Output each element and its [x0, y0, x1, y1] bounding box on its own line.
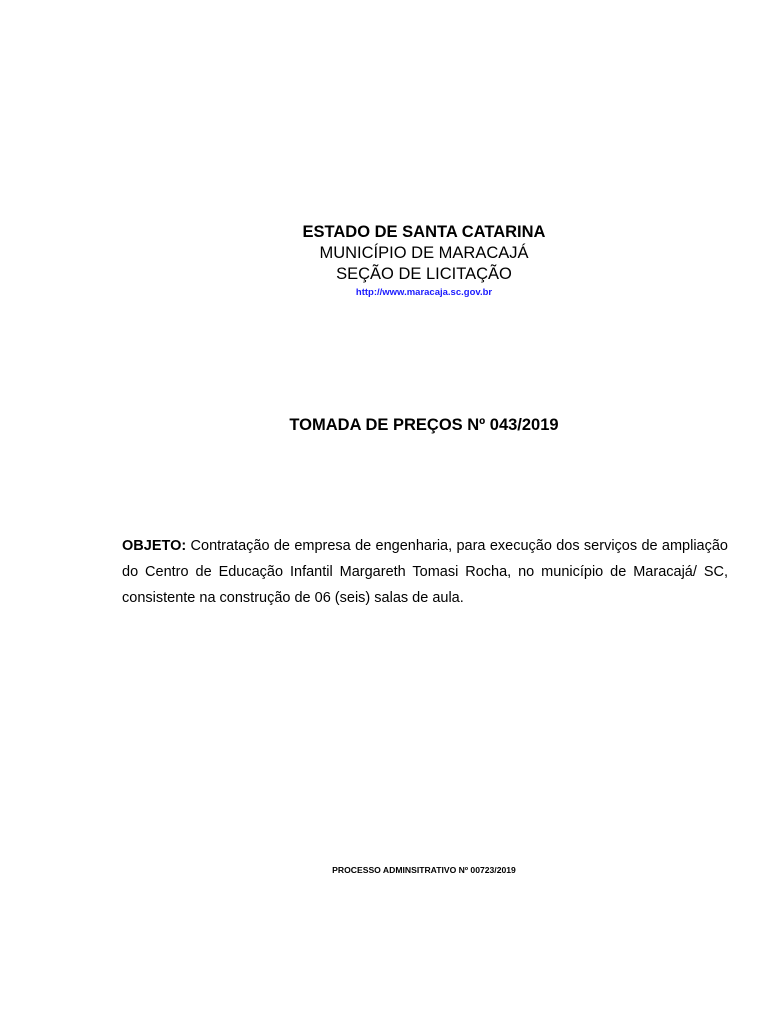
document-title: TOMADA DE PREÇOS Nº 043/2019 [289, 416, 559, 434]
objeto-paragraph [122, 533, 728, 611]
website-link[interactable]: http://www.maracaja.sc.gov.br [355, 287, 493, 298]
document-header [0, 222, 770, 300]
objeto-text: Contratação de empresa de engenharia, para execução dos serviços de ampliação do Centro de Educação Infantil Margareth Tomasi Rocha, no município de Maracajá/ SC, consistente na construção de 06 (seis) salas de aula. [122, 538, 728, 606]
state-name: ESTADO DE SANTA CATARINA [302, 223, 546, 241]
processo-number: PROCESSO ADMINSITRATIVO Nº 00723/2019 [332, 865, 516, 875]
objeto-label: OBJETO: [122, 538, 187, 554]
section-name: SEÇÃO DE LICITAÇÃO [336, 265, 512, 283]
municipality-name: MUNICÍPIO DE MARACAJÁ [319, 244, 529, 262]
